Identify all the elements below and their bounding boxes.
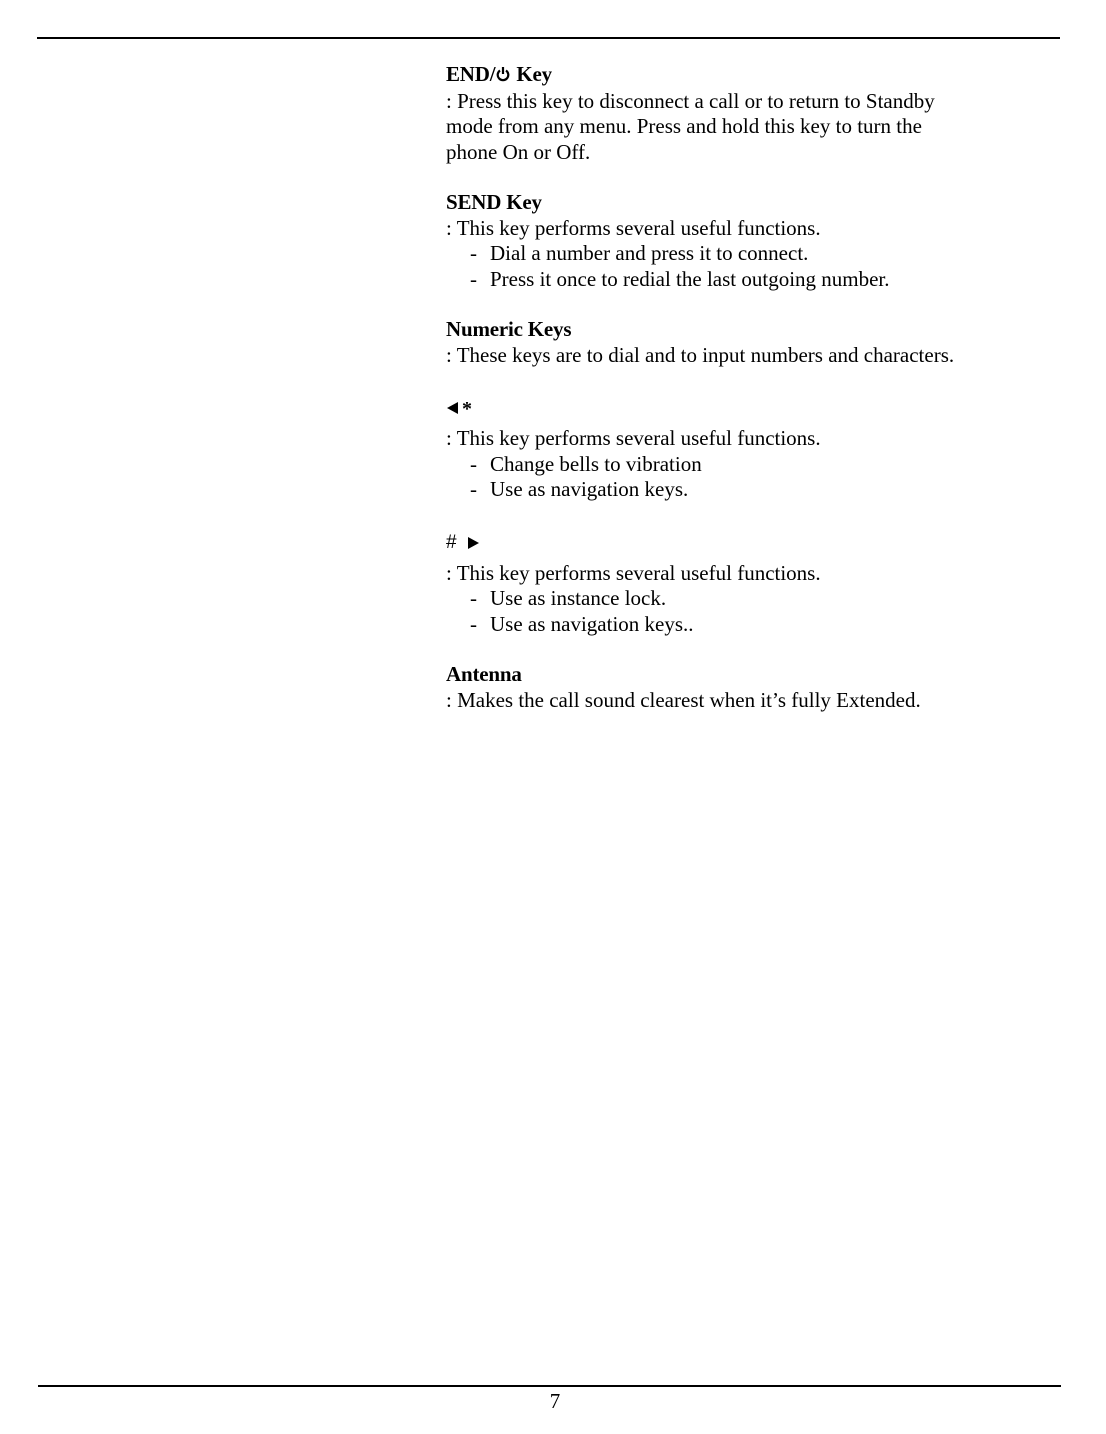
- send-key-description: : This key performs several useful functions.: [446, 215, 821, 240]
- hash-key-bullet-1: Use as instance lock.: [490, 586, 667, 610]
- star-key-bullet-2: Use as navigation keys.: [490, 477, 689, 501]
- bullet-dash: -: [470, 611, 477, 636]
- end-key-heading-suffix: Key: [511, 62, 552, 86]
- star-key-section: [446, 393, 1046, 503]
- end-key-heading: [446, 62, 1046, 89]
- end-key-section: [446, 62, 1046, 165]
- numeric-keys-section: [446, 317, 1046, 368]
- page-number: 7: [549, 1389, 561, 1413]
- top-rule: [37, 37, 1060, 39]
- send-key-section: [446, 190, 1046, 292]
- hash-key-heading: [446, 528, 1046, 558]
- bullet-dash: -: [470, 451, 477, 476]
- numeric-keys-description: : These keys are to dial and to input numbers and characters.: [446, 342, 955, 367]
- list-item: [446, 267, 1046, 293]
- bottom-rule: [38, 1385, 1061, 1387]
- list-item: [446, 612, 1046, 638]
- send-key-heading: SEND Key: [446, 190, 542, 214]
- list-item: [446, 586, 1046, 612]
- hash-key-bullet-2: Use as navigation keys..: [490, 611, 694, 636]
- list-item: [446, 452, 1046, 478]
- hash-key-description: : This key performs several useful functions.: [446, 560, 821, 585]
- antenna-section: [446, 662, 1046, 713]
- power-icon: [496, 63, 510, 89]
- star-key-bullet-1: Change bells to vibration: [490, 451, 702, 476]
- right-triangle-icon: [467, 536, 480, 550]
- send-key-bullet-1: Dial a number and press it to connect.: [490, 241, 809, 265]
- bullet-dash: -: [470, 586, 477, 610]
- star-key-heading: [446, 393, 1046, 423]
- list-item: [446, 477, 1046, 503]
- end-key-heading-prefix: END/: [446, 62, 496, 86]
- bullet-dash: -: [470, 241, 477, 265]
- bullet-dash: -: [470, 266, 477, 291]
- left-triangle-icon: [446, 401, 459, 415]
- antenna-description: : Makes the call sound clearest when it’s fully Extended.: [446, 687, 921, 712]
- list-item: [446, 241, 1046, 267]
- hash-symbol: #: [446, 531, 457, 553]
- star-key-description: : This key performs several useful functions.: [446, 426, 821, 450]
- star-symbol: *: [462, 398, 472, 421]
- send-key-bullet-2: Press it once to redial the last outgoing number.: [490, 266, 890, 291]
- key-descriptions: [446, 62, 1046, 738]
- antenna-heading: Antenna: [446, 662, 522, 686]
- end-key-description: : Press this key to disconnect a call or to return to Standby mode from any menu. Press and hold this key to turn the phone On or Off.: [446, 88, 935, 164]
- bullet-dash: -: [470, 477, 477, 501]
- numeric-keys-heading: Numeric Keys: [446, 317, 572, 341]
- hash-key-section: [446, 528, 1046, 638]
